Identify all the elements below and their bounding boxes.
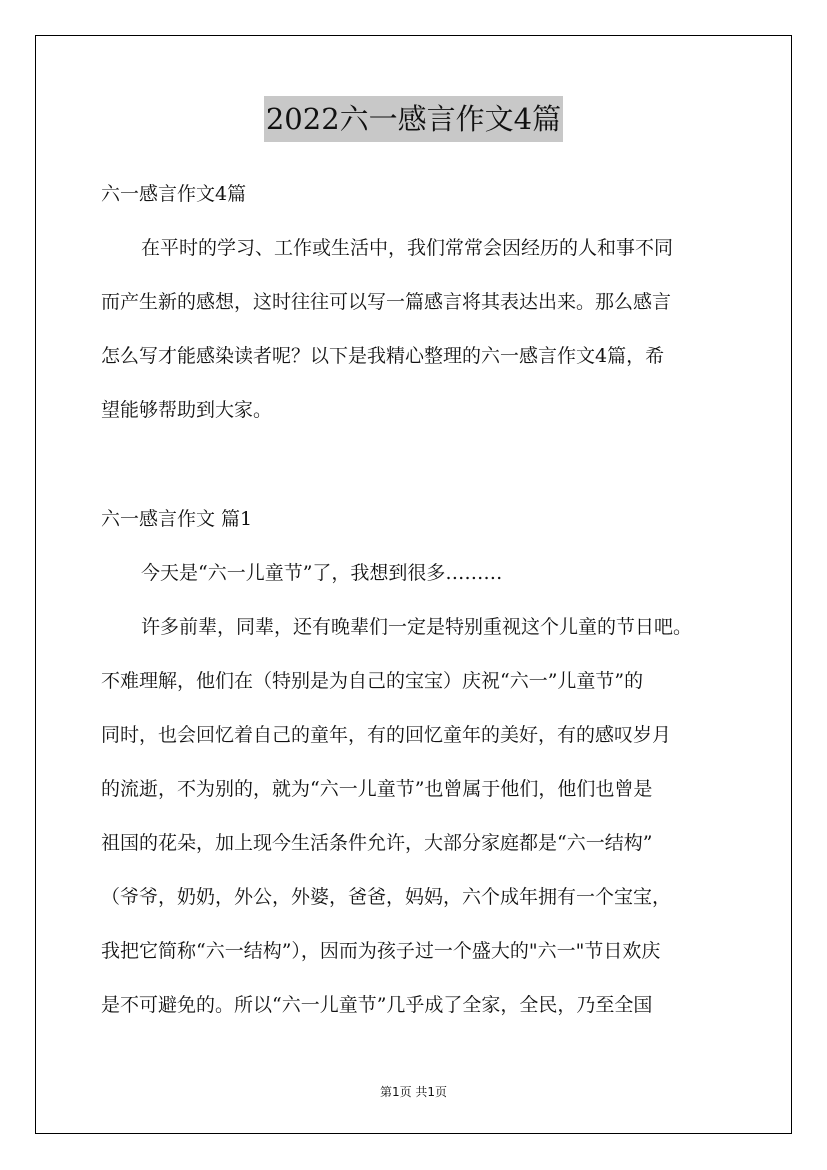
paragraph-line-1: 今天是“六一儿童节”了，我想到很多………	[141, 562, 503, 584]
paragraph-line-4: 同时，也会回忆着自己的童年，有的回忆童年的美好，有的感叹岁月	[101, 724, 672, 746]
intro-line-3: 怎么写才能感染读者呢？以下是我精心整理的六一感言作文4篇，希	[101, 345, 665, 367]
paragraph-line-6: 祖国的花朵，加上现今生活条件允许，大部分家庭都是“六一结构”	[101, 832, 653, 854]
section-heading: 六一感言作文 篇1	[101, 508, 253, 530]
paragraph-line-7: （爷爷，奶奶，外公，外婆，爸爸，妈妈，六个成年拥有一个宝宝，	[101, 886, 672, 908]
intro-line-1: 在平时的学习、工作或生活中，我们常常会因经历的人和事不同	[141, 237, 674, 259]
title-container	[0, 96, 827, 142]
paragraph-line-2: 许多前辈，同辈，还有晚辈们一定是特别重视这个儿童的节日吧。	[141, 616, 693, 638]
paragraph-line-8: 我把它简称“六一结构”），因而为孩子过一个盛大的"六一"节日欢庆	[101, 940, 661, 962]
paragraph-line-3: 不难理解，他们在（特别是为自己的宝宝）庆祝“六一”儿童节”的	[101, 670, 644, 692]
subtitle: 六一感言作文4篇	[101, 183, 247, 205]
page-footer: 第1页 共1页	[379, 1085, 448, 1099]
intro-line-4: 望能够帮助到大家。	[101, 399, 273, 421]
paragraph-line-9: 是不可避免的。所以“六一儿童节”几乎成了全家，全民，乃至全国	[101, 994, 653, 1016]
document-title: 2022六一感言作文4篇	[264, 96, 563, 142]
intro-line-2: 而产生新的感想，这时往往可以写一篇感言将其表达出来。那么感言	[101, 291, 672, 313]
paragraph-line-5: 的流逝，不为别的，就为“六一儿童节”也曾属于他们，他们也曾是	[101, 778, 653, 800]
